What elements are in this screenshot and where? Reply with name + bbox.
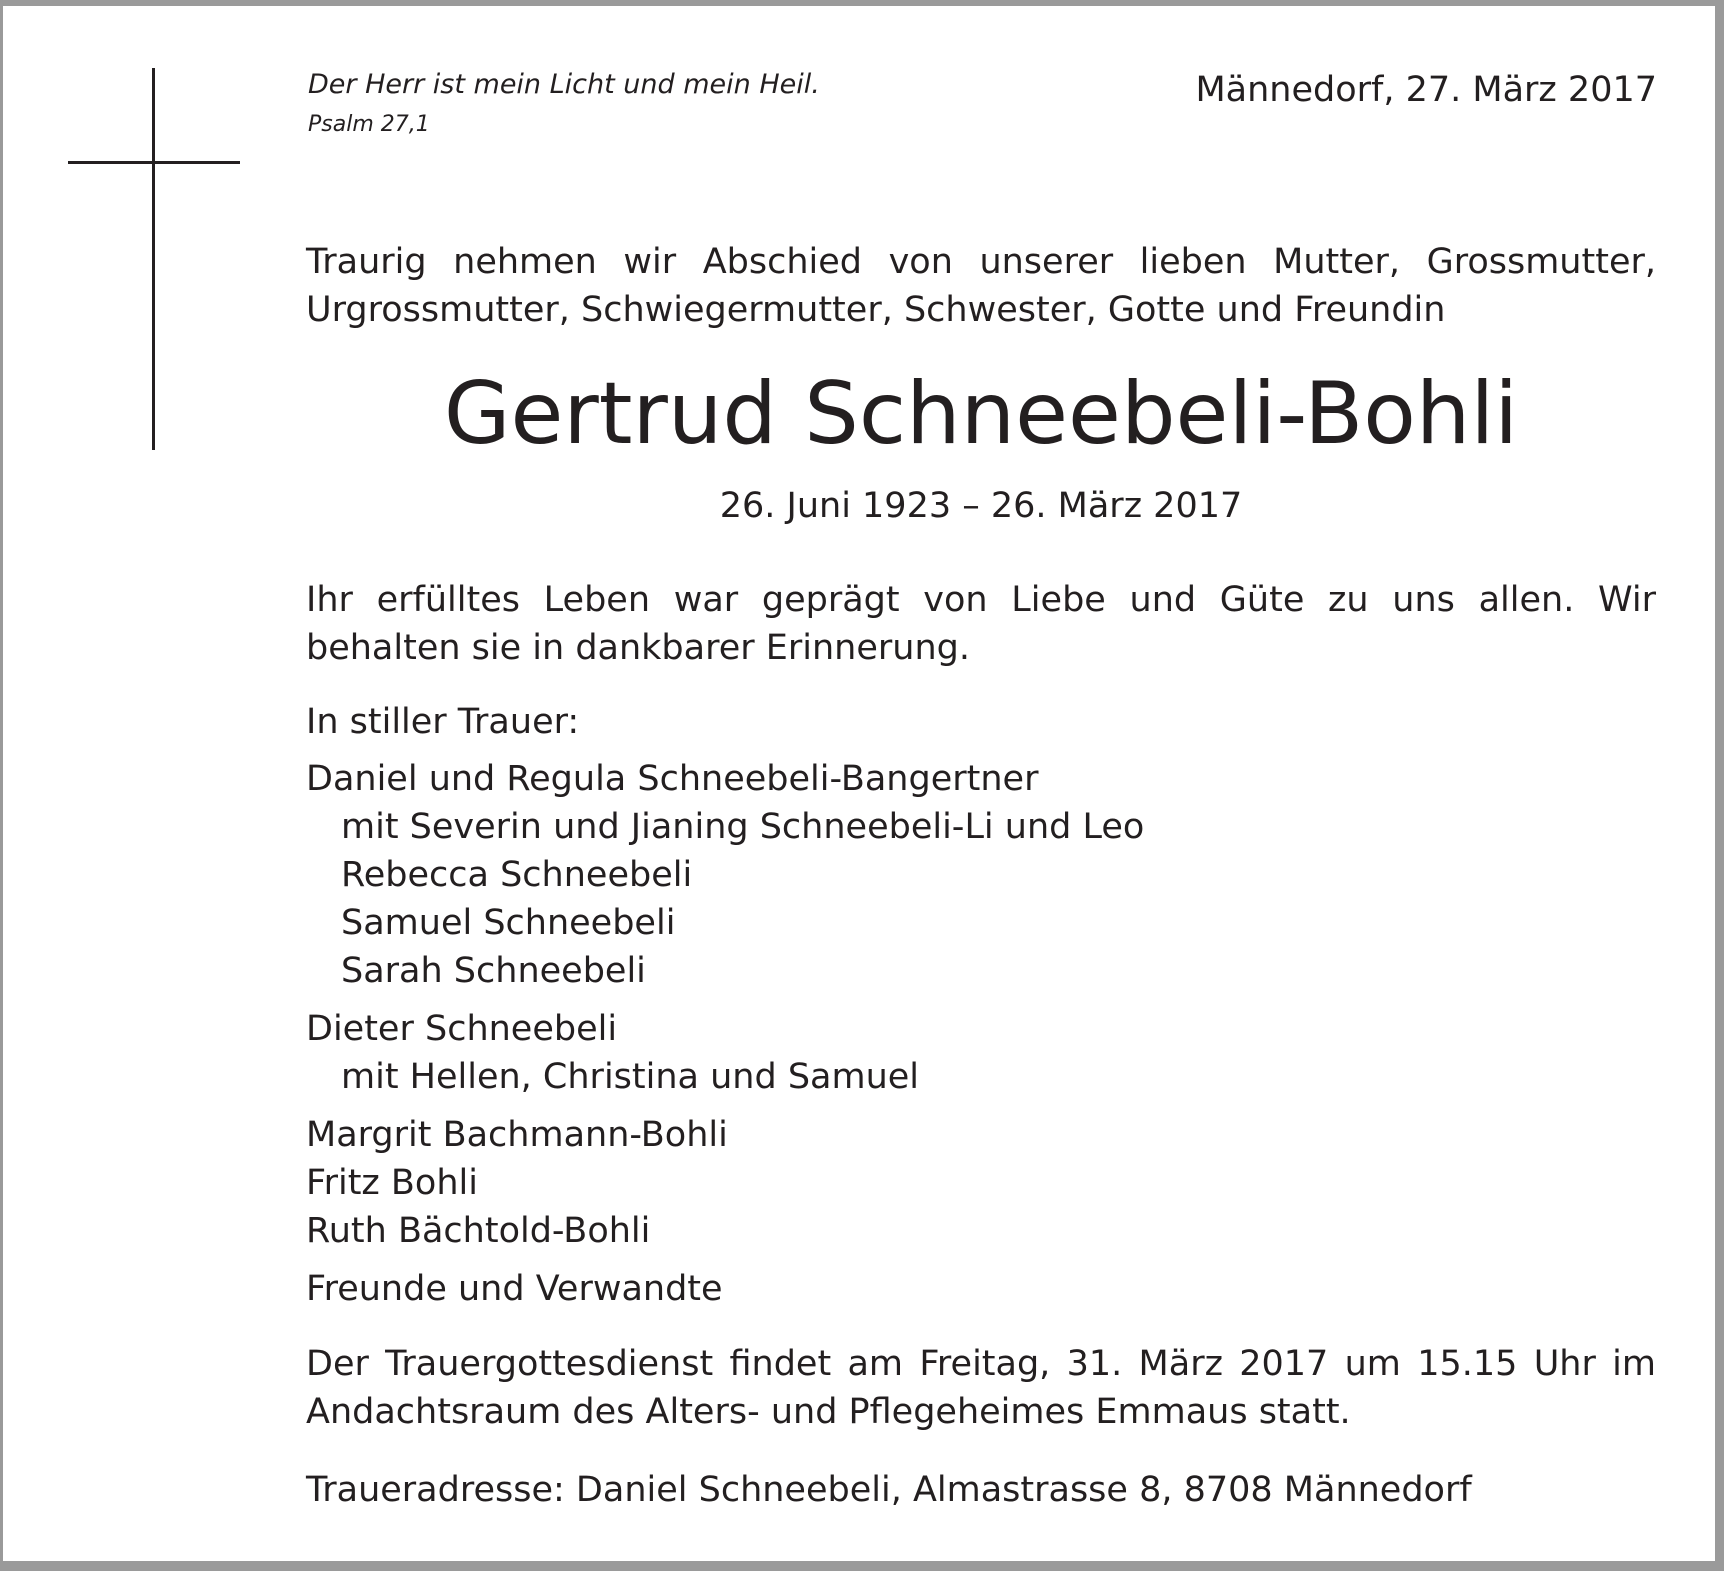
mourner-group bbox=[306, 755, 1656, 995]
mourner-name: Ruth Bächtold-Bohli bbox=[306, 1211, 651, 1251]
mourning-address: Traueradresse: Daniel Schneebeli, Almastrasse 8, 8708 Männedorf bbox=[306, 1470, 1472, 1510]
intro-line: Traurig nehmen wir Abschied von unserer lieben Mutter, Grossmutter, bbox=[306, 242, 1656, 282]
mourners-list bbox=[306, 755, 1656, 1323]
mourner-member: Rebecca Schneebeli bbox=[341, 855, 693, 895]
deceased-name: Gertrud Schneebeli-Bohli bbox=[443, 364, 1519, 464]
mourner-group bbox=[306, 1005, 1656, 1101]
bible-verse: Der Herr ist mein Licht und mein Heil. bbox=[308, 69, 820, 100]
mourner-member: mit Hellen, Christina und Samuel bbox=[341, 1057, 920, 1097]
mourner-member: Samuel Schneebeli bbox=[341, 903, 676, 943]
obituary-notice bbox=[3, 6, 1715, 1561]
bible-verse-reference: Psalm 27,1 bbox=[308, 112, 430, 137]
mourner-name: Dieter Schneebeli bbox=[306, 1009, 618, 1049]
intro-line: Urgrossmutter, Schwiegermutter, Schwester, Gotte und Freundin bbox=[306, 290, 1446, 330]
tribute-text bbox=[306, 576, 1656, 672]
mourner-name: Freunde und Verwandte bbox=[306, 1269, 723, 1309]
mourner-member: Sarah Schneebeli bbox=[341, 951, 646, 991]
cross-icon-crossbar bbox=[68, 161, 240, 164]
service-line: Andachtsraum des Alters- und Pflegeheimes Emmaus statt. bbox=[306, 1392, 1351, 1432]
mourner-member: mit Severin und Jianing Schneebeli-Li und Leo bbox=[341, 807, 1145, 847]
mourner-name: Fritz Bohli bbox=[306, 1163, 478, 1203]
intro-text bbox=[306, 238, 1656, 334]
tribute-line: behalten sie in dankbarer Erinnerung. bbox=[306, 628, 970, 668]
place-and-date: Männedorf, 27. März 2017 bbox=[1195, 70, 1657, 110]
service-line: Der Trauergottesdienst findet am Freitag, 31. März 2017 um 15.15 Uhr im bbox=[306, 1344, 1656, 1384]
cross-icon bbox=[152, 68, 155, 450]
mourners-label: In stiller Trauer: bbox=[306, 702, 580, 742]
mourner-group bbox=[306, 1111, 1656, 1255]
life-dates: 26. Juni 1923 – 26. März 2017 bbox=[719, 486, 1243, 526]
service-info bbox=[306, 1340, 1656, 1436]
mourner-name: Daniel und Regula Schneebeli-Bangertner bbox=[306, 759, 1039, 799]
tribute-line: Ihr erfülltes Leben war geprägt von Liebe und Güte zu uns allen. Wir bbox=[306, 580, 1656, 620]
mourner-name: Margrit Bachmann-Bohli bbox=[306, 1115, 728, 1155]
mourner-group bbox=[306, 1265, 1656, 1313]
